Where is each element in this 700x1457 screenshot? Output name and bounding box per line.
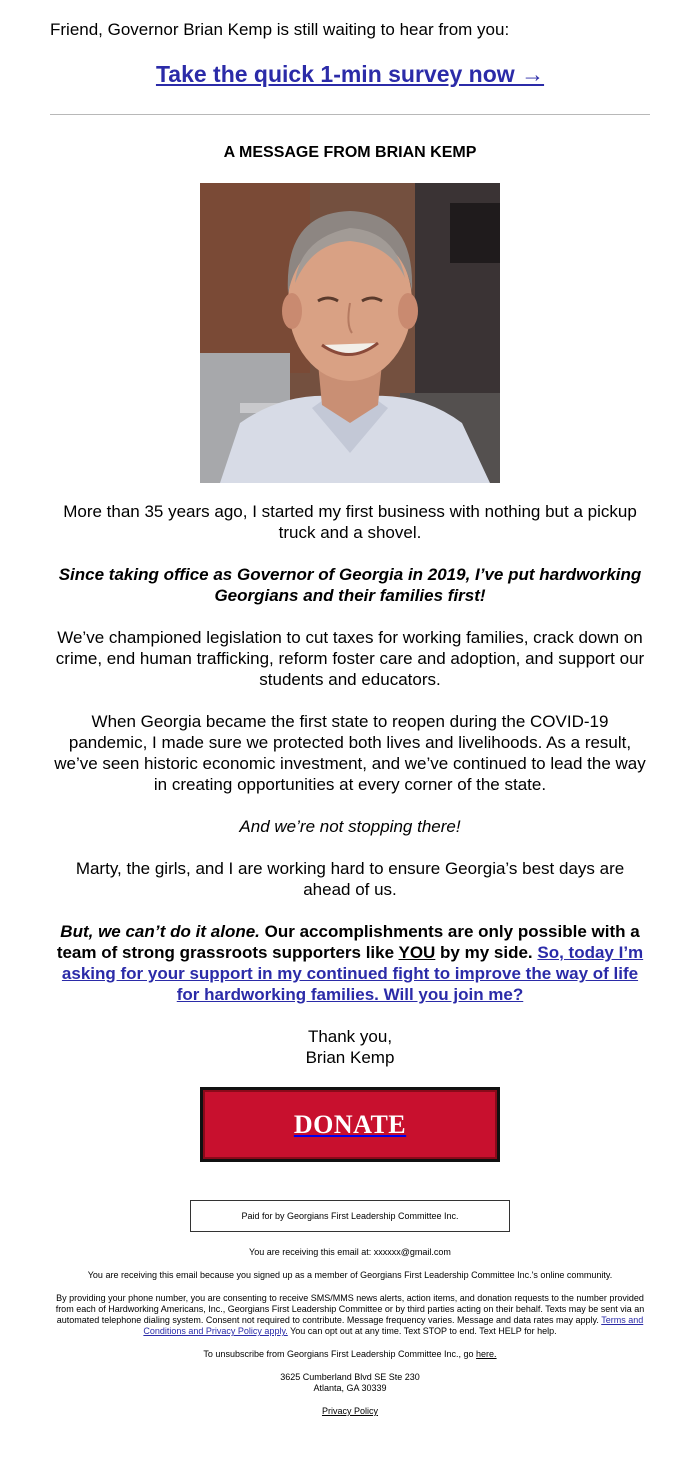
unsubscribe-link[interactable]: here. [476,1349,497,1359]
sms-disclaimer [50,1293,650,1337]
kemp-photo [200,183,500,483]
signoff-thanks: Thank you, [307,1027,393,1046]
join-me-link[interactable]: So, today I’m asking for your support in my continued fight to improve the way of life for hardworking families. Will you join me? [61,943,644,1004]
privacy-policy-link[interactable]: Privacy Policy [321,1406,378,1416]
unsubscribe-prefix: To unsubscribe from Georgians First Leadership Committee Inc., go [203,1349,477,1359]
divider [50,114,650,115]
p7-bold-a: Our accomplishments are only possible with a team of strong grassroots supporters like [56,922,640,962]
privacy-line [50,1406,650,1417]
signoff-name: Brian Kemp [305,1048,395,1067]
survey-link-container [50,60,650,88]
p7-you: YOU [398,943,436,962]
paragraph-3: We’ve championed legislation to cut taxes for working families, crack down on crime, end human trafficking, reform foster care and adoption, and support our students and educators. [55,628,645,689]
address-line-1: 3625 Cumberland Blvd SE Ste 230 [280,1372,420,1382]
paragraph-2: Since taking office as Governor of Georgia in 2019, I’ve put hardworking Georgians and their families first! [58,565,642,605]
footer [50,1247,650,1417]
paragraph-5: And we’re not stopping there! [239,817,461,836]
p7-italic: But, we can’t do it alone. [60,922,260,941]
email-body [50,0,650,1417]
sms-tail: You can opt out at any time. Text STOP to end. Text HELP for help. [287,1326,557,1336]
paragraph-4: When Georgia became the first state to reopen during the COVID-19 pandemic, I made sure we protected both lives and livelihoods. As a result, we’ve seen historic economic investment, and we’ve continued to lead the way in creating opportunities at every corner of the state. [54,712,646,794]
greeting-text: Friend, Governor Brian Kemp is still waiting to hear from you: [50,20,510,39]
member-note: You are receiving this email because you signed up as a member of Georgians First Leadership Committee Inc.'s online community. [87,1270,613,1280]
receiving-prefix: You are receiving this email at: [249,1247,374,1257]
terms-link[interactable]: Terms and Conditions and Privacy Policy apply. [143,1315,644,1336]
paragraph-6: Marty, the girls, and I are working hard to ensure Georgia’s best days are ahead of us. [75,859,625,899]
receiving-line [50,1247,650,1258]
paid-for-box: Paid for by Georgians First Leadership Committee Inc. [190,1200,510,1232]
survey-link[interactable]: Take the quick 1-min survey now → [155,61,545,87]
message-heading: A MESSAGE FROM BRIAN KEMP [223,144,477,161]
paragraph-7 [50,921,650,1005]
letter-body [50,501,650,1068]
unsubscribe-line [50,1349,650,1360]
donate-button[interactable] [200,1087,500,1162]
donate-container [50,1087,650,1162]
recipient-email: xxxxxx@gmail.com [373,1247,451,1257]
p7-bold-b: by my side. [435,943,538,962]
paragraph-1: More than 35 years ago, I started my first business with nothing but a pickup truck and a shovel. [63,502,637,542]
donate-label: DONATE [203,1090,497,1159]
sms-text: By providing your phone number, you are consenting to receive SMS/MMS news alerts, action items, and donation requests to the number provided from each of Hardworking Americans, Inc., Georgians First Leadership Committee or by third parties acting on their behalf. Texts may be sent via an automated telephone dialing system. Consent not required to contribute. Message frequency varies. Message and data rates may apply. [55,1293,645,1325]
portrait-image [200,183,500,483]
address-line-2: Atlanta, GA 30339 [313,1383,387,1393]
